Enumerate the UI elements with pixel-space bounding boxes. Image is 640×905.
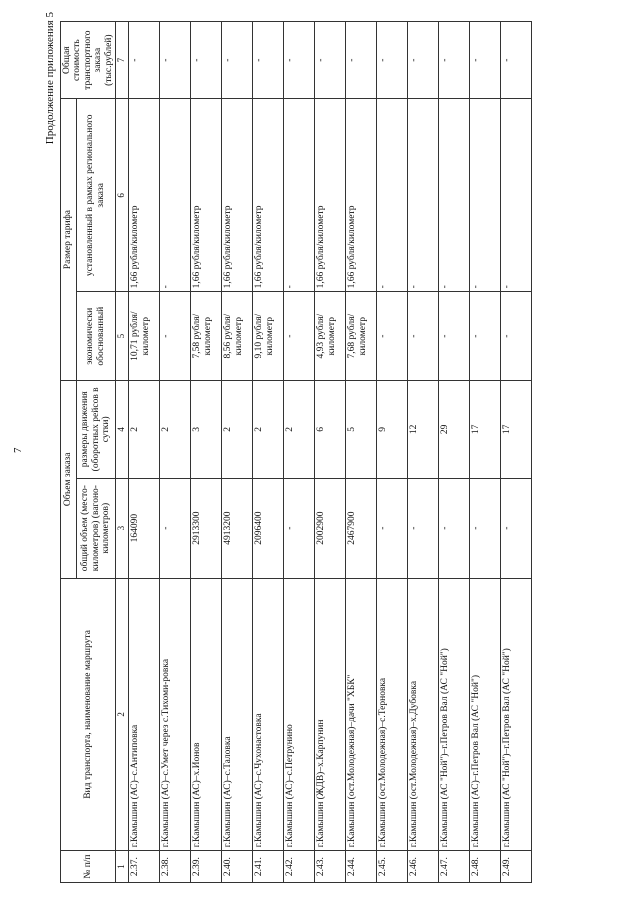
row-number: 2.49.	[501, 851, 532, 883]
total-cost: -	[129, 22, 160, 99]
table-row	[191, 22, 222, 883]
header-total-cost: Общая стоимость транспортного заказа (тыс.рублей)	[61, 22, 116, 99]
set-tariff: -	[501, 99, 532, 292]
header-volume-group: Объем заказа	[61, 380, 77, 578]
set-tariff: -	[408, 99, 439, 292]
route-name: г.Камышин (АС)–с.Умет через с.Тихоми-ровка	[160, 578, 191, 851]
table-row	[222, 22, 253, 883]
total-volume: -	[377, 478, 408, 578]
econ-tariff: -	[377, 292, 408, 381]
set-tariff: -	[377, 99, 408, 292]
econ-tariff: -	[439, 292, 470, 381]
econ-tariff: -	[160, 292, 191, 381]
table-row	[470, 22, 501, 883]
row-number: 2.47.	[439, 851, 470, 883]
total-volume: -	[439, 478, 470, 578]
set-tariff: 1,66 рубля/километр	[222, 99, 253, 292]
row-number: 2.37.	[129, 851, 160, 883]
total-cost: -	[470, 22, 501, 99]
table-body	[129, 22, 532, 883]
total-cost: -	[191, 22, 222, 99]
column-number: 3	[116, 478, 129, 578]
trip-count: 29	[439, 380, 470, 478]
set-tariff: -	[284, 99, 315, 292]
table-row	[129, 22, 160, 883]
set-tariff: 1,66 рубля/километр	[129, 99, 160, 292]
total-cost: -	[222, 22, 253, 99]
header-econ-tariff: экономически обоснованный	[76, 292, 116, 381]
row-number: 2.41.	[253, 851, 284, 883]
trip-count: 6	[315, 380, 346, 478]
table-row	[284, 22, 315, 883]
header-route: Вид транспорта, наименование маршрута	[61, 578, 116, 851]
route-name: г.Камышин (ЖДВ)–х.Карпунин	[315, 578, 346, 851]
table-row	[439, 22, 470, 883]
table-row	[315, 22, 346, 883]
set-tariff: 1,66 рубля/километр	[315, 99, 346, 292]
route-name: г.Камышин (АС)–г.Петров Вал (АС "Ной")	[470, 578, 501, 851]
trip-count: 2	[160, 380, 191, 478]
econ-tariff: -	[470, 292, 501, 381]
total-volume: -	[160, 478, 191, 578]
route-name: г.Камышин (ост.Молодежная)–дачи "ХБК"	[346, 578, 377, 851]
row-number: 2.46.	[408, 851, 439, 883]
row-number: 2.48.	[470, 851, 501, 883]
total-cost: -	[439, 22, 470, 99]
total-volume: -	[408, 478, 439, 578]
total-volume: 2467900	[346, 478, 377, 578]
trip-count: 2	[129, 380, 160, 478]
set-tariff: 1,66 рубля/километр	[346, 99, 377, 292]
table-row	[346, 22, 377, 883]
route-name: г.Камышин (АС "Ной")–г.Петров Вал (АС "Ной")	[439, 578, 470, 851]
route-name: г.Камышин (АС)–с.Таловка	[222, 578, 253, 851]
table-row	[160, 22, 191, 883]
trip-count: 2	[222, 380, 253, 478]
econ-tariff: 9,10 рубля/ километр	[253, 292, 284, 381]
total-cost: -	[284, 22, 315, 99]
route-name: г.Камышин (ост.Молодежная)–х.Дубовка	[408, 578, 439, 851]
column-number: 1	[116, 851, 129, 883]
header-total-volume: общий объем (место-километров) (вагоно-километров)	[76, 478, 116, 578]
total-volume: 2913300	[191, 478, 222, 578]
trip-count: 17	[470, 380, 501, 478]
total-cost: -	[160, 22, 191, 99]
route-name: г.Камышин (АС "Ной")–г.Петров Вал (АС "Ной")	[501, 578, 532, 851]
total-volume: 2096400	[253, 478, 284, 578]
econ-tariff: 7,68 рубля/ километр	[346, 292, 377, 381]
route-name: г.Камышин (АС)–с.Чухонастовка	[253, 578, 284, 851]
table-row	[253, 22, 284, 883]
table-row	[377, 22, 408, 883]
econ-tariff: -	[408, 292, 439, 381]
total-volume: 2002900	[315, 478, 346, 578]
tariff-table	[60, 21, 532, 883]
row-number: 2.43.	[315, 851, 346, 883]
route-name: г.Камышин (АС)–х.Ионов	[191, 578, 222, 851]
column-number: 4	[116, 380, 129, 478]
row-number: 2.38.	[160, 851, 191, 883]
total-cost: -	[408, 22, 439, 99]
econ-tariff: 7,58 рубля/ километр	[191, 292, 222, 381]
header-trips: размеры движения (оборотных рейсов в сутки)	[76, 380, 116, 478]
trip-count: 5	[346, 380, 377, 478]
trip-count: 17	[501, 380, 532, 478]
header-set-tariff: установленный в рамках регионального заказа	[76, 99, 116, 292]
column-number: 7	[116, 22, 129, 99]
econ-tariff: 4,93 рубля/ километр	[315, 292, 346, 381]
page-number: 7	[12, 447, 24, 453]
table-row	[501, 22, 532, 883]
set-tariff: 1,66 рубля/километр	[253, 99, 284, 292]
column-number: 5	[116, 292, 129, 381]
route-name: г.Камышин (АС)–с.Антиповка	[129, 578, 160, 851]
total-cost: -	[501, 22, 532, 99]
total-volume: 4913200	[222, 478, 253, 578]
total-volume: -	[470, 478, 501, 578]
row-number: 2.44.	[346, 851, 377, 883]
econ-tariff: -	[501, 292, 532, 381]
row-number: 2.42.	[284, 851, 315, 883]
total-volume: -	[284, 478, 315, 578]
header-tariff-group: Размер тарифа	[61, 99, 77, 381]
trip-count: 2	[284, 380, 315, 478]
set-tariff: -	[160, 99, 191, 292]
continuation-label: Продолжение приложения 5	[44, 12, 56, 145]
total-cost: -	[377, 22, 408, 99]
set-tariff: 1,66 рубля/километр	[191, 99, 222, 292]
trip-count: 3	[191, 380, 222, 478]
total-volume: -	[501, 478, 532, 578]
column-number: 2	[116, 578, 129, 851]
total-cost: -	[253, 22, 284, 99]
econ-tariff: -	[284, 292, 315, 381]
econ-tariff: 8,56 рубля/ километр	[222, 292, 253, 381]
set-tariff: -	[439, 99, 470, 292]
econ-tariff: 10,71 рубля/ километр	[129, 292, 160, 381]
total-volume: 164090	[129, 478, 160, 578]
trip-count: 12	[408, 380, 439, 478]
trip-count: 2	[253, 380, 284, 478]
header-number: № п/п	[61, 851, 116, 883]
total-cost: -	[315, 22, 346, 99]
trip-count: 9	[377, 380, 408, 478]
row-number: 2.40.	[222, 851, 253, 883]
route-name: г.Камышин (АС)–с.Петрунино	[284, 578, 315, 851]
column-number: 6	[116, 99, 129, 292]
table-row	[408, 22, 439, 883]
route-name: г.Камышин (ост.Молодежная)–с.Терновка	[377, 578, 408, 851]
row-number: 2.45.	[377, 851, 408, 883]
total-cost: -	[346, 22, 377, 99]
row-number: 2.39.	[191, 851, 222, 883]
set-tariff: -	[470, 99, 501, 292]
